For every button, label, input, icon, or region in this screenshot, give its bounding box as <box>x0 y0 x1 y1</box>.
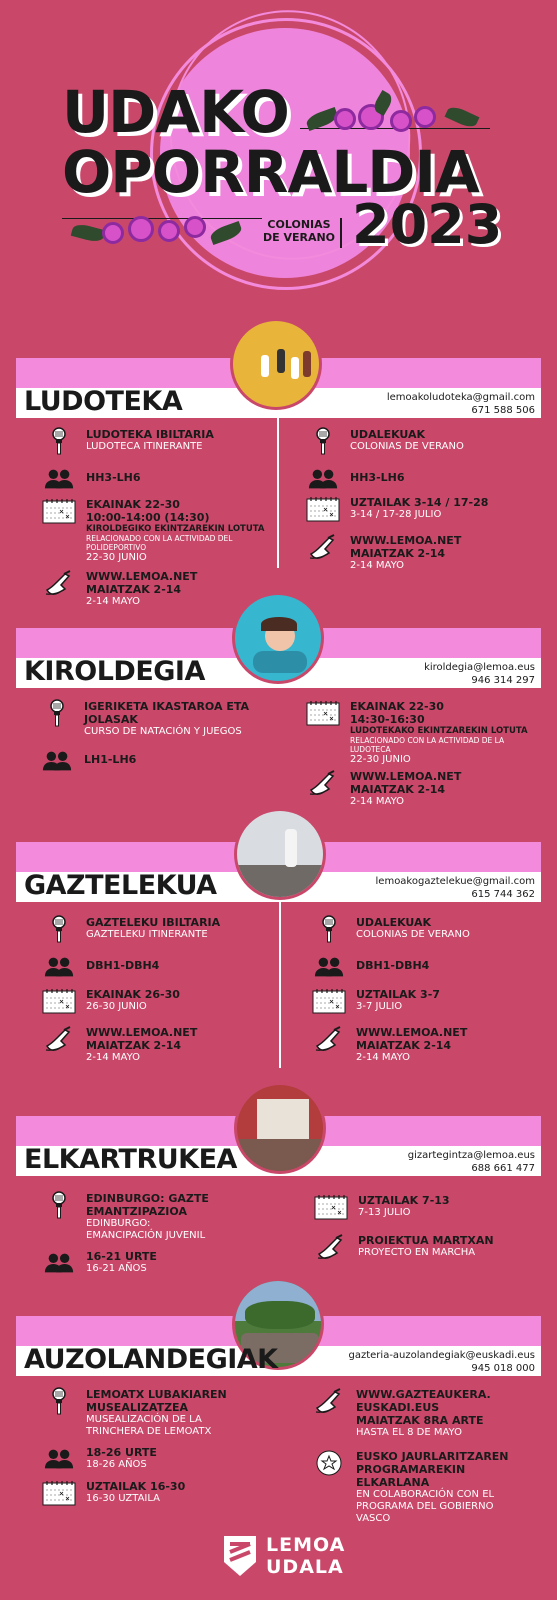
year: 2023 <box>352 193 503 256</box>
contact-phone[interactable]: 671 588 506 <box>471 405 535 416</box>
calendar-icon <box>314 1194 348 1220</box>
section-title-elkartrukea: ELKARTRUKEA <box>24 1144 237 1175</box>
contact-auzolandegiak <box>349 1349 536 1375</box>
contact-email[interactable]: kiroldegia@lemoa.eus <box>424 662 535 673</box>
registration-item: WWW.LEMOA.NET MAIATZAK 2-14 2-14 MAYO <box>306 534 461 572</box>
writing-hand-icon <box>306 534 340 560</box>
microphone-icon <box>40 700 74 726</box>
activity-item: UDALEKUAK COLONIAS DE VERANO <box>306 428 464 454</box>
people-icon <box>42 1446 76 1472</box>
swimming-photo <box>235 595 321 681</box>
age-item: DBH1-DBH4 <box>312 954 429 980</box>
activity-item: IGERIKETA IKASTAROA ETA JOLASAK CURSO DE NATACIÓN Y JUEGOS <box>40 700 249 738</box>
age-item: HH3-LH6 <box>306 466 405 492</box>
age-item: LH1-LH6 <box>40 748 136 774</box>
contact-phone[interactable]: 946 314 297 <box>471 675 535 686</box>
calendar-icon <box>312 988 346 1014</box>
writing-hand-icon <box>312 1026 346 1052</box>
registration-item: WWW.LEMOA.NET MAIATZAK 2-14 2-14 MAYO <box>306 770 461 808</box>
section-photo <box>234 1082 326 1174</box>
contact-phone[interactable]: 688 661 477 <box>471 1163 535 1174</box>
date-item: EKAINAK 22-30 14:30-16:30 LUDOTEKAKO EKINTZAREKIN LOTUTA RELACIONADO CON LA ACTIVIDAD DE LA LUDOTECA 22-30 JUNIO <box>306 700 540 766</box>
date-item: UZTAILAK 16-30 16-30 UZTAILA <box>42 1480 185 1506</box>
age-item: 18-26 URTE 18-26 AÑOS <box>42 1446 157 1472</box>
contact-gaztelekua <box>376 875 535 901</box>
people-icon <box>312 954 346 980</box>
leaf-decor <box>71 222 106 244</box>
microphone-icon <box>42 1192 76 1218</box>
activity-item: LUDOTEKA IBILTARIA LUDOTECA ITINERANTE <box>42 428 214 454</box>
registration-link[interactable]: WWW.LEMOA.NET <box>356 1026 468 1039</box>
microphone-icon <box>306 428 340 454</box>
microphone-icon <box>42 1388 76 1414</box>
logo-text-line1: LEMOA <box>266 1534 346 1556</box>
date-item: EKAINAK 26-30 26-30 JUNIO <box>42 988 180 1014</box>
calendar-icon <box>42 498 76 524</box>
date-item: UZTAILAK 3-7 3-7 JULIO <box>312 988 440 1014</box>
colonias-label: COLONIAS DE VERANO <box>262 218 336 244</box>
age-item: 16-21 URTE 16-21 AÑOS <box>42 1250 157 1276</box>
activity-item: UDALEKUAK COLONIAS DE VERANO <box>312 916 470 942</box>
registration-item: WWW.LEMOA.NET MAIATZAK 2-14 2-14 MAYO <box>42 570 197 608</box>
activity-item: GAZTELEKU IBILTARIA GAZTELEKU ITINERANTE <box>42 916 220 942</box>
registration-link[interactable]: WWW.LEMOA.NET <box>350 534 462 547</box>
people-icon <box>42 954 76 980</box>
activity-item: EDINBURGO: GAZTE EMANTZIPAZIOA EDINBURGO: EMANCIPACIÓN JUVENIL <box>42 1192 209 1242</box>
contact-ludoteka <box>387 391 535 417</box>
registration-link[interactable]: WWW.LEMOA.NET <box>350 770 462 783</box>
logo-text-line2: UDALA <box>266 1556 344 1578</box>
date-item: UZTAILAK 3-14 / 17-28 3-14 / 17-28 JULIO <box>306 496 488 522</box>
contact-elkartrukea <box>408 1149 535 1175</box>
writing-hand-icon <box>312 1388 346 1414</box>
column-divider <box>279 902 281 1068</box>
lemoa-logo-icon <box>222 1534 258 1578</box>
contact-email[interactable]: gazteria-auzolandegiak@euskadi.eus <box>348 1350 535 1361</box>
registration-link[interactable]: WWW.GAZTEAUKERA. <box>356 1388 491 1401</box>
writing-hand-icon <box>42 1026 76 1052</box>
writing-hand-icon <box>314 1234 348 1260</box>
leaf-decor <box>445 104 480 130</box>
writing-hand-icon <box>306 770 340 796</box>
section-photo <box>234 808 326 900</box>
microphone-icon <box>42 428 76 454</box>
contact-phone[interactable]: 945 018 000 <box>471 1363 535 1374</box>
section-title-ludoteka: LUDOTEKA <box>24 386 183 417</box>
age-item: DBH1-DBH4 <box>42 954 159 980</box>
contact-email[interactable]: lemoakogaztelekue@gmail.com <box>375 876 535 887</box>
writing-hand-icon <box>42 570 76 596</box>
flower-decor <box>184 216 206 238</box>
contact-email[interactable]: gizartegintza@lemoa.eus <box>407 1150 535 1161</box>
contact-phone[interactable]: 615 744 362 <box>471 889 535 900</box>
registration-item: WWW.LEMOA.NET MAIATZAK 2-14 2-14 MAYO <box>42 1026 197 1064</box>
title-separator <box>340 218 342 248</box>
flower-decor <box>390 110 412 132</box>
lemoa-udala-logo <box>222 1534 345 1578</box>
registration-item: WWW.LEMOA.NET MAIATZAK 2-14 2-14 MAYO <box>312 1026 467 1064</box>
section-title-gaztelekua: GAZTELEKUA <box>24 870 217 901</box>
government-badge-icon <box>312 1450 346 1476</box>
contact-kiroldegia <box>424 661 535 687</box>
microphone-icon <box>312 916 346 942</box>
microphone-icon <box>42 916 76 942</box>
column-divider <box>277 418 279 568</box>
status-item: PROIEKTUA MARTXAN PROYECTO EN MARCHA <box>314 1234 494 1260</box>
section-title-auzolandegiak: AUZOLANDEGIAK <box>24 1344 278 1375</box>
people-icon <box>42 466 76 492</box>
registration-link[interactable]: EUSKADI.EUS <box>356 1401 440 1414</box>
group-building-photo <box>237 1085 323 1171</box>
climbing-wall-photo <box>233 321 319 407</box>
date-item: EKAINAK 22-30 10:00-14:00 (14:30) KIROLDEGIKO EKINTZAREKIN LOTUTA RELACIONADO CON LA ACTIVIDAD DEL POLIDEPORTIVO 22-30 JUNIO <box>42 498 266 564</box>
decor-line <box>62 218 262 219</box>
date-item: UZTAILAK 7-13 7-13 JULIO <box>314 1194 450 1220</box>
calendar-icon <box>306 700 340 726</box>
flower-decor <box>158 220 180 242</box>
calendar-icon <box>306 496 340 522</box>
age-item: HH3-LH6 <box>42 466 141 492</box>
title-line-2: OPORRALDIA <box>62 138 479 206</box>
section-title-kiroldegia: KIROLDEGIA <box>24 656 205 687</box>
flower-decor <box>128 216 154 242</box>
calendar-icon <box>42 1480 76 1506</box>
flower-decor <box>414 106 436 128</box>
section-photo <box>232 592 324 684</box>
activity-item: LEMOATX LUBAKIAREN MUSEALIZATZEA MUSEALIZACIÓN DE LA TRINCHERA DE LEMOATX <box>42 1388 227 1438</box>
registration-link[interactable]: WWW.LEMOA.NET <box>86 570 198 583</box>
flower-decor <box>334 108 356 130</box>
flower-decor <box>102 222 124 244</box>
title-line-1: UDAKO <box>62 78 289 146</box>
people-icon <box>40 748 74 774</box>
registration-link[interactable]: WWW.LEMOA.NET <box>86 1026 198 1039</box>
contact-email[interactable]: lemoakoludoteka@gmail.com <box>386 392 535 403</box>
collaboration-item: EUSKO JAURLARITZAREN PROGRAMAREKIN ELKARLANA EN COLABORACIÓN CON EL PROGRAMA DEL GOBIERNO VASCO <box>312 1450 509 1525</box>
section-photo <box>230 318 322 410</box>
people-icon <box>42 1250 76 1276</box>
registration-item: WWW.GAZTEAUKERA. EUSKADI.EUS MAIATZAK 8RA ARTE HASTA EL 8 DE MAYO <box>312 1388 491 1439</box>
calendar-icon <box>42 988 76 1014</box>
group-statue-photo <box>237 811 323 897</box>
people-icon <box>306 466 340 492</box>
